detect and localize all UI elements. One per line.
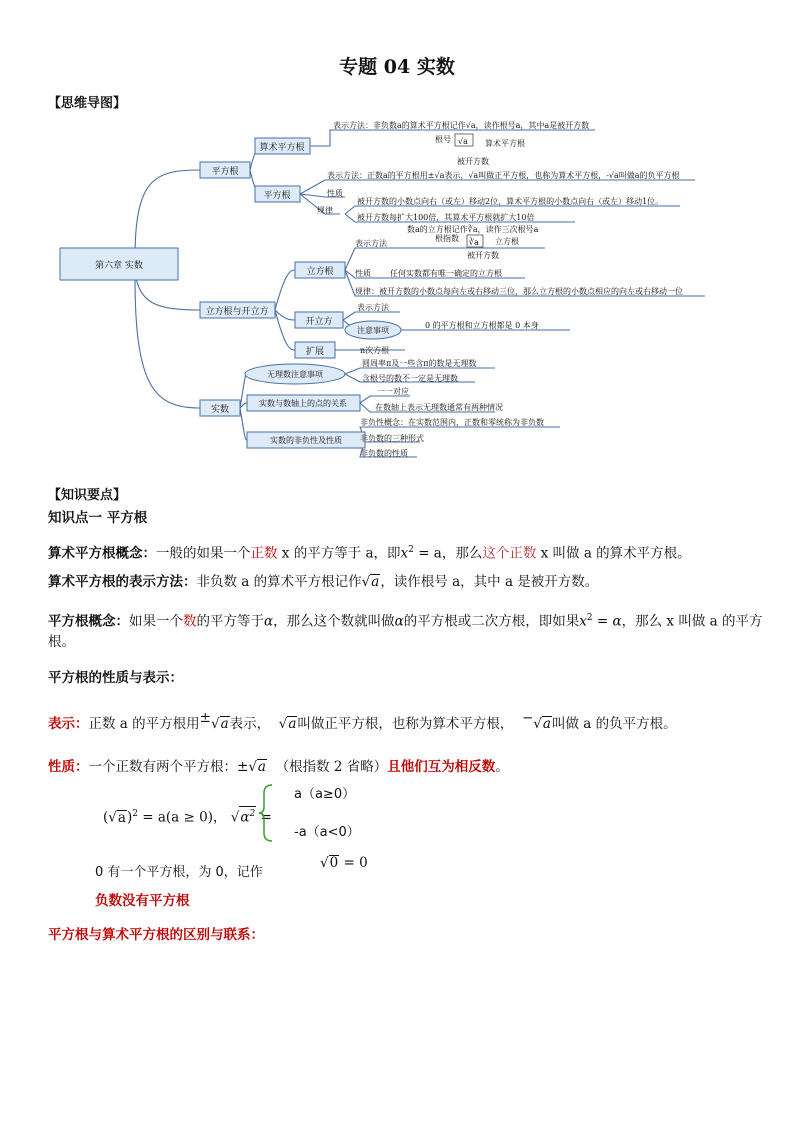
mm-pfg2-xingzhi: 性质 [327,189,343,198]
mm-pfg: 平方根 [211,167,239,177]
mm-lfg-rep-text: 数a的立方根记作∛a，读作三次根号a [407,225,539,234]
mm-sspfg-label: 算术平方根 [485,139,525,148]
mm-kuozhan-text: n次方根 [360,346,390,355]
line-sspfg-rep: 算术平方根的表示方法：非负数 a 的算术平方根记作√a，读作根号 a，其中 a 是被开方数。 [48,574,599,590]
mm-lfg-xingzhi: 性质 [355,269,371,278]
formula-sqrt-zero: √0 = 0 [320,855,368,871]
mind-map [55,118,745,468]
mm-klf-zhuyi: 注意事项 [357,326,389,335]
mm-sszd2: 在数轴上表示无理数通常有两种情况 [375,403,503,412]
mm-ffx2: 非负数的三种形式 [360,434,424,443]
mm-sspfg-genhao: 根号 [435,135,451,144]
line-diff-title: 平方根与算术平方根的区别与联系： [48,927,264,943]
mm-lfg-kf: 立方根与开立方 [205,307,269,317]
mm-lfg-genzhishu: 根指数 [435,234,459,243]
svg-text:√a: √a [458,137,468,146]
mm-sspfg: 算术平方根 [259,143,305,153]
mm-pfg2-guilv1: 被开方数的小数点向右（或左）移动2位，算术平方根的小数点向右（或左）移动1位。 [357,197,664,206]
svg-text:∛a: ∛a [469,238,479,247]
mm-wlsz1: 圆周率π及一些含π的数是无理数 [362,359,477,368]
mind-map-svg [55,118,745,468]
formula-sqrt-square: $(√a)^2 = a(a \ge 0)$， $√\alpha^2$ = [103,804,272,828]
mm-wlsz2: 含根号的数不一定是无理数 [362,374,458,383]
mm-klf-rep: 表示方法 [357,303,389,312]
section-knowledge: 【知识要点】 [48,488,127,503]
mm-sspfg-bkf: 被开方数 [457,157,489,166]
line-pfg-props-title: 平方根的性质与表示： [48,670,183,686]
brace-icon [258,783,278,843]
mm-pfg2-rep: 表示方法：正数a的平方根用±√a表示，√a叫做正平方根，也称为算术平方根，-√a叫做a的负平方根 [327,171,680,180]
mm-ffx3: 非负数的性质 [360,449,408,458]
section-mindmap: 【思维导图】 [48,96,127,111]
line-sspfg-concept: 算术平方根概念：一般的如果一个正数 x 的平方等于 a，即$x^2 = a$，那么这个正数 x 叫做 a 的算术平方根。 [48,545,691,562]
line-prop: 性质：一个正数有两个平方根：±√a （根指数 2 省略）且他们互为相反数。 [48,759,509,775]
kp1-title: 知识点一 平方根 [48,510,148,526]
line-negative: 负数没有平方根 [95,893,190,909]
mm-sspfg-rep: 表示方法：非负数a的算术平方根记作√a，读作根号a，其中a是被开方数 [333,121,590,130]
mm-ffx: 实数的非负性及性质 [270,436,342,445]
mm-lfg-rep: 表示方法 [355,239,387,248]
mm-lfg-xingzhi-text: 任何实数都有唯一确定的立方根 [390,269,502,278]
mm-sszd: 实数与数轴上的点的关系 [259,399,347,408]
mm-lfg-bkf: 被开方数 [467,251,499,260]
mm-sszd1: 一一对应 [377,387,409,396]
line-pfg-concept: 平方根概念：如果一个数的平方等于α，那么这个数就叫做α的平方根或二次方根，即如果$x^2 = \alpha$，那么 x 叫做 a 的平方 根。 [48,613,763,650]
mm-ffx1: 非负性概念：在实数范围内，正数和零统称为非负数 [360,418,544,427]
mm-lfg-guilv: 规律：被开方数的小数点每向左或右移动三位，那么立方根的小数点相应的向左或右移动一位 [355,287,683,296]
line-zero: 0 有一个平方根，为 0，记作 [95,865,263,880]
mm-klf-zhuyi-text: 0 的平方根和立方根都是 0 本身 [425,321,539,330]
mm-pfg2-guilv2: 被开方数每扩大100倍，其算术平方根就扩大10倍 [357,213,535,222]
mm-root: 第六章 实数 [95,261,143,271]
mm-klf: 开立方 [305,317,333,327]
mm-pfg2: 平方根 [263,191,291,201]
mm-lfg-lfgl: 立方根 [495,237,519,246]
mm-pfg2-guilv: 规律 [317,206,333,215]
brace-case-1: a（a≥0） [294,787,356,802]
mm-lfg: 立方根 [306,267,334,277]
page-title: 专题 04 实数 [339,56,455,78]
brace-case-2: -a（a<0） [294,825,360,840]
line-rep: 表示：正数 a 的平方根用±√a表示， √a叫做正平方根，也称为算术平方根， −√a叫做 a 的负平方根。 [48,710,677,732]
mm-shishu: 实数 [210,405,230,415]
piecewise-brace [258,783,368,843]
mm-wlsz: 无理数注意事项 [267,370,323,379]
mm-kuozhan: 扩展 [305,347,325,357]
